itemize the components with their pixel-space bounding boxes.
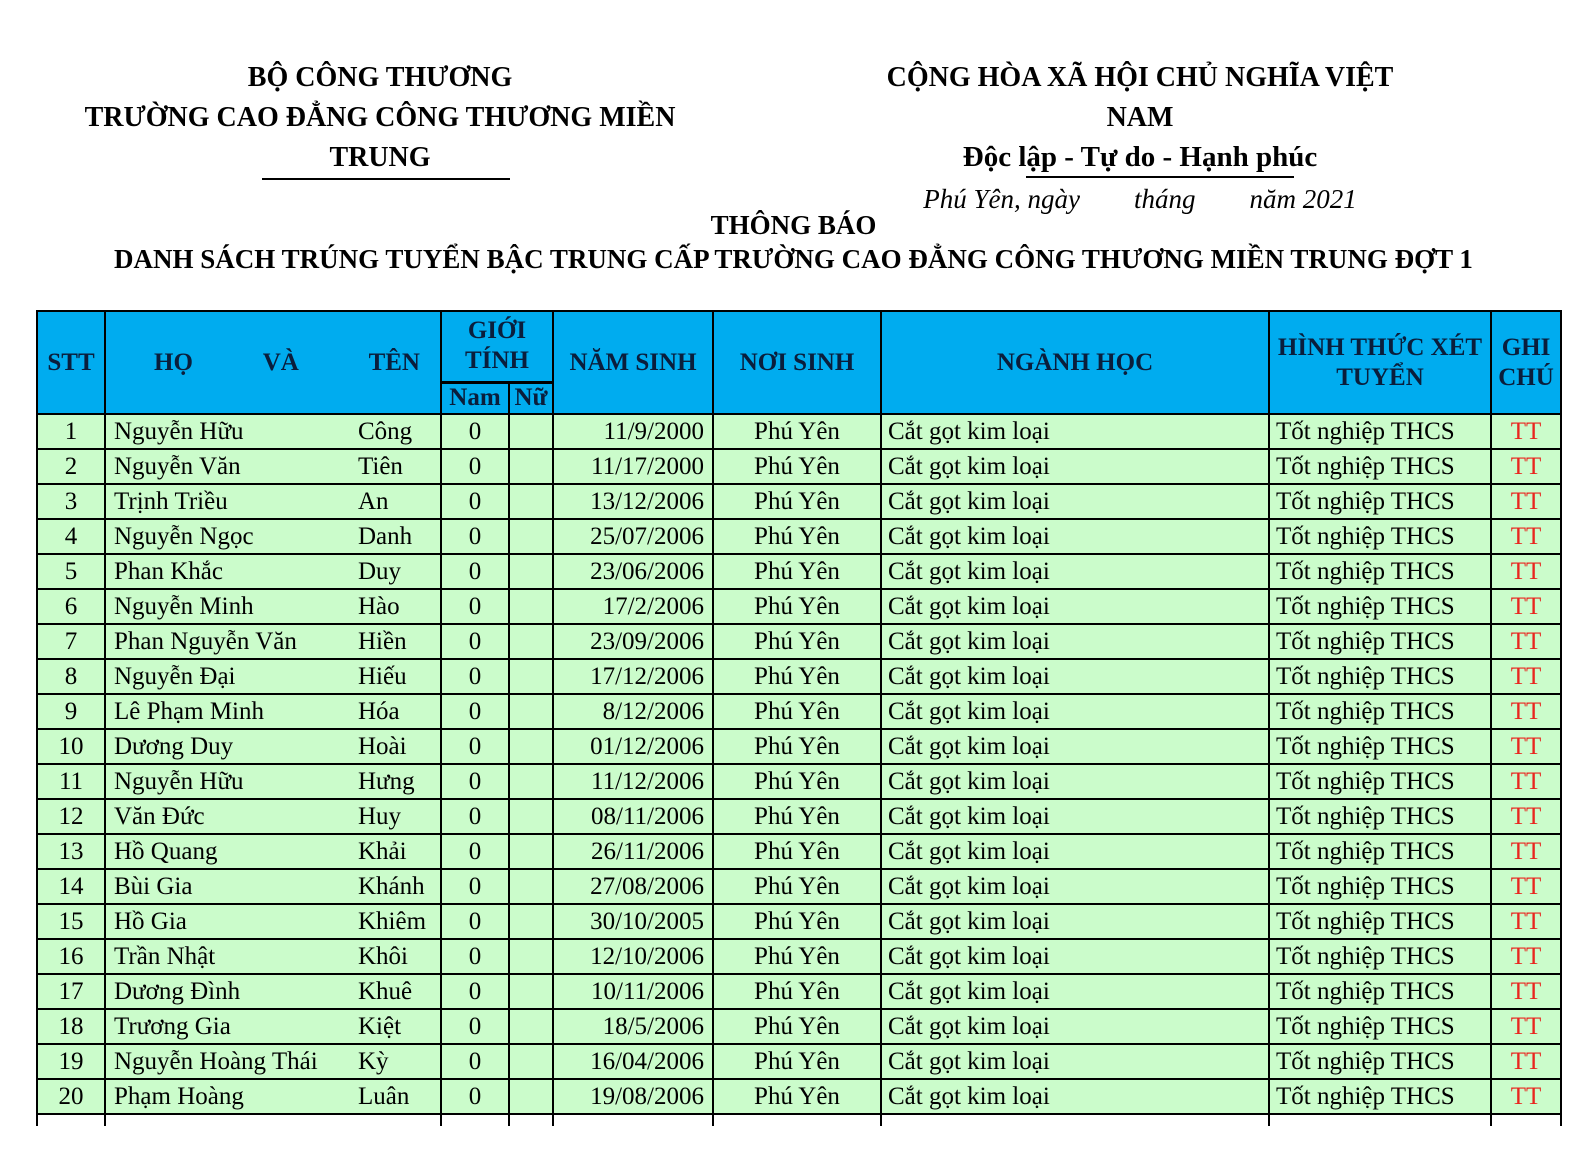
cell-noi-sinh: Phú Yên: [713, 414, 881, 449]
cell-nam-sinh: 13/12/2006: [553, 484, 713, 519]
cell-ho: Nguyễn Hữu: [114, 768, 244, 795]
cell-nam: 0: [441, 414, 509, 449]
cell-ho-va-ten: [105, 1044, 441, 1079]
cell-ten: Danh: [358, 523, 413, 550]
cell-ho-va-ten: [105, 1079, 441, 1114]
cell-ho-va-ten: [105, 624, 441, 659]
cell-ten: Công: [358, 418, 413, 445]
cell-stt: 17: [37, 974, 105, 1009]
cell-nu: [509, 589, 553, 624]
cell-nu: [509, 974, 553, 1009]
header-ghi-chu: GHI CHÚ: [1491, 311, 1561, 414]
cell-nam: 0: [441, 1079, 509, 1114]
header-stt: STT: [37, 311, 105, 414]
cutoff-cell: [1269, 1114, 1491, 1126]
cell-nu: [509, 939, 553, 974]
cell-nam-sinh: 18/5/2006: [553, 1009, 713, 1044]
header-ten: TÊN: [368, 348, 420, 376]
list-title: DANH SÁCH TRÚNG TUYỂN BẬC TRUNG CẤP TRƯỜNG CAO ĐẲNG CÔNG THƯƠNG MIỀN TRUNG ĐỢT 1: [114, 244, 1473, 274]
cell-ten: Hóa: [358, 698, 400, 725]
cell-stt: 13: [37, 834, 105, 869]
motto-underline: [1026, 176, 1294, 178]
cell-ten: Khánh: [358, 873, 425, 900]
cell-noi-sinh: Phú Yên: [713, 799, 881, 834]
cell-ho: Nguyễn Văn: [114, 453, 241, 480]
cell-nam-sinh: 25/07/2006: [553, 519, 713, 554]
cell-ghi-chu: TT: [1491, 624, 1561, 659]
header-va: VÀ: [262, 348, 299, 376]
school-name: TRƯỜNG CAO ĐẲNG CÔNG THƯƠNG MIỀN TRUNG: [84, 102, 676, 173]
cell-nganh-hoc: Cắt gọt kim loại: [881, 764, 1269, 799]
cell-ten: Kỳ: [358, 1048, 389, 1075]
cell-nam: 0: [441, 589, 509, 624]
cell-nam: 0: [441, 449, 509, 484]
cell-hinh-thuc: Tốt nghiệp THCS: [1269, 1079, 1491, 1114]
table-cutoff-body: [37, 1114, 1561, 1126]
national-header-block: [850, 58, 1430, 217]
cell-ghi-chu: TT: [1491, 1044, 1561, 1079]
cell-hinh-thuc: Tốt nghiệp THCS: [1269, 624, 1491, 659]
cell-hinh-thuc: Tốt nghiệp THCS: [1269, 799, 1491, 834]
cell-nganh-hoc: Cắt gọt kim loại: [881, 659, 1269, 694]
cell-nu: [509, 449, 553, 484]
cell-ho: Văn Đức: [114, 803, 205, 830]
cell-ho: Phan Nguyễn Văn: [114, 628, 297, 655]
cell-nam: 0: [441, 939, 509, 974]
table-row: [37, 1044, 1561, 1079]
cell-ten: Hào: [358, 593, 400, 620]
cell-nganh-hoc: Cắt gọt kim loại: [881, 1009, 1269, 1044]
cell-nam: 0: [441, 554, 509, 589]
cell-nam-sinh: 26/11/2006: [553, 834, 713, 869]
cell-nganh-hoc: Cắt gọt kim loại: [881, 904, 1269, 939]
cell-ho-va-ten: [105, 589, 441, 624]
cell-noi-sinh: Phú Yên: [713, 1044, 881, 1079]
cell-nu: [509, 519, 553, 554]
cell-ho-va-ten: [105, 939, 441, 974]
cell-hinh-thuc: Tốt nghiệp THCS: [1269, 974, 1491, 1009]
table-header: [37, 311, 1561, 414]
cell-nam: 0: [441, 1044, 509, 1079]
cell-ten: Kiệt: [358, 1013, 402, 1040]
cell-ten: Huy: [358, 803, 402, 830]
table-row: [37, 1009, 1561, 1044]
cell-nam-sinh: 08/11/2006: [553, 799, 713, 834]
cell-ghi-chu: TT: [1491, 694, 1561, 729]
cell-nam: 0: [441, 834, 509, 869]
cell-ten: Luân: [358, 1083, 410, 1110]
cell-hinh-thuc: Tốt nghiệp THCS: [1269, 869, 1491, 904]
table-header-row-1: [37, 311, 1561, 382]
cell-nu: [509, 729, 553, 764]
cell-ghi-chu: TT: [1491, 869, 1561, 904]
cell-ho-va-ten: [105, 974, 441, 1009]
header-ho-va-ten: [105, 311, 441, 414]
cell-hinh-thuc: Tốt nghiệp THCS: [1269, 519, 1491, 554]
cell-hinh-thuc: Tốt nghiệp THCS: [1269, 414, 1491, 449]
cell-ho: Trương Gia: [114, 1013, 231, 1040]
cell-ten: Duy: [358, 558, 402, 585]
cell-stt: 10: [37, 729, 105, 764]
cell-stt: 2: [37, 449, 105, 484]
cell-ho-va-ten: [105, 484, 441, 519]
cell-noi-sinh: Phú Yên: [713, 624, 881, 659]
cell-ten: Hiền: [358, 628, 407, 655]
cell-nam-sinh: 23/06/2006: [553, 554, 713, 589]
cell-ho-va-ten: [105, 799, 441, 834]
cell-nam-sinh: 19/08/2006: [553, 1079, 713, 1114]
cell-nu: [509, 799, 553, 834]
cell-ho: Trịnh Triều: [114, 488, 228, 515]
cell-nganh-hoc: Cắt gọt kim loại: [881, 939, 1269, 974]
cell-ho: Dương Đình: [114, 978, 241, 1005]
cell-nam-sinh: 27/08/2006: [553, 869, 713, 904]
cell-nganh-hoc: Cắt gọt kim loại: [881, 449, 1269, 484]
cell-ghi-chu: TT: [1491, 659, 1561, 694]
cutoff-row: [37, 1114, 1561, 1126]
org-underline: [262, 178, 510, 180]
cell-nganh-hoc: Cắt gọt kim loại: [881, 869, 1269, 904]
cell-noi-sinh: Phú Yên: [713, 764, 881, 799]
cell-noi-sinh: Phú Yên: [713, 554, 881, 589]
cell-ghi-chu: TT: [1491, 1009, 1561, 1044]
cell-nam-sinh: 16/04/2006: [553, 1044, 713, 1079]
cell-hinh-thuc: Tốt nghiệp THCS: [1269, 694, 1491, 729]
cell-nganh-hoc: Cắt gọt kim loại: [881, 519, 1269, 554]
cell-noi-sinh: Phú Yên: [713, 834, 881, 869]
cell-ho-va-ten: [105, 729, 441, 764]
table-row: [37, 764, 1561, 799]
cell-stt: 15: [37, 904, 105, 939]
cell-nam: 0: [441, 1009, 509, 1044]
cell-hinh-thuc: Tốt nghiệp THCS: [1269, 1009, 1491, 1044]
national-motto-line1: CỘNG HÒA XÃ HỘI CHỦ NGHĨA VIỆT NAM: [886, 62, 1394, 133]
cell-ten: Khôi: [358, 943, 408, 970]
cell-ho: Dương Duy: [114, 733, 234, 760]
cell-nam: 0: [441, 904, 509, 939]
cell-stt: 14: [37, 869, 105, 904]
cell-stt: 8: [37, 659, 105, 694]
cell-nu: [509, 694, 553, 729]
national-motto-line2: Độc lập - Tự do - Hạnh phúc: [962, 141, 1318, 173]
cell-hinh-thuc: Tốt nghiệp THCS: [1269, 764, 1491, 799]
cell-noi-sinh: Phú Yên: [713, 904, 881, 939]
cell-nu: [509, 904, 553, 939]
cell-ho-va-ten: [105, 904, 441, 939]
cell-ten: Hiếu: [358, 663, 407, 690]
cell-nganh-hoc: Cắt gọt kim loại: [881, 729, 1269, 764]
cell-nam: 0: [441, 764, 509, 799]
cell-ho-va-ten: [105, 414, 441, 449]
table-row: [37, 519, 1561, 554]
cell-nu: [509, 554, 553, 589]
cell-nam-sinh: 30/10/2005: [553, 904, 713, 939]
cell-nganh-hoc: Cắt gọt kim loại: [881, 834, 1269, 869]
cutoff-cell: [37, 1114, 105, 1126]
cell-ho: Nguyễn Đại: [114, 663, 236, 690]
cell-noi-sinh: Phú Yên: [713, 519, 881, 554]
cell-ghi-chu: TT: [1491, 939, 1561, 974]
cell-nam: 0: [441, 729, 509, 764]
cell-noi-sinh: Phú Yên: [713, 659, 881, 694]
cell-ghi-chu: TT: [1491, 974, 1561, 1009]
cell-nganh-hoc: Cắt gọt kim loại: [881, 974, 1269, 1009]
cell-nu: [509, 834, 553, 869]
cell-stt: 4: [37, 519, 105, 554]
cell-ten: Khiêm: [358, 908, 427, 935]
cell-ho-va-ten: [105, 764, 441, 799]
table-row: [37, 834, 1561, 869]
cell-ho-va-ten: [105, 554, 441, 589]
cell-stt: 7: [37, 624, 105, 659]
cell-ghi-chu: TT: [1491, 484, 1561, 519]
table-row: [37, 799, 1561, 834]
cutoff-cell: [1491, 1114, 1561, 1126]
cell-ghi-chu: TT: [1491, 729, 1561, 764]
cell-nu: [509, 869, 553, 904]
header-ho: HỌ: [154, 348, 193, 376]
cell-ten: An: [358, 488, 389, 515]
cell-hinh-thuc: Tốt nghiệp THCS: [1269, 729, 1491, 764]
cell-hinh-thuc: Tốt nghiệp THCS: [1269, 834, 1491, 869]
cell-hinh-thuc: Tốt nghiệp THCS: [1269, 449, 1491, 484]
cell-nam-sinh: 8/12/2006: [553, 694, 713, 729]
table-row: [37, 449, 1561, 484]
table-row: [37, 1079, 1561, 1114]
header-nu: Nữ: [509, 382, 553, 414]
cell-stt: 11: [37, 764, 105, 799]
cell-stt: 16: [37, 939, 105, 974]
place-date-part1: Phú Yên, ngày: [923, 184, 1080, 214]
cell-nam-sinh: 23/09/2006: [553, 624, 713, 659]
cutoff-cell: [509, 1114, 553, 1126]
cell-nam-sinh: 11/17/2000: [553, 449, 713, 484]
cell-hinh-thuc: Tốt nghiệp THCS: [1269, 554, 1491, 589]
header-nganh-hoc: NGÀNH HỌC: [881, 311, 1269, 414]
cell-ten: Hưng: [358, 768, 415, 795]
cell-nganh-hoc: Cắt gọt kim loại: [881, 694, 1269, 729]
cell-stt: 20: [37, 1079, 105, 1114]
cell-nam: 0: [441, 659, 509, 694]
cell-nu: [509, 1009, 553, 1044]
cell-noi-sinh: Phú Yên: [713, 729, 881, 764]
cell-stt: 9: [37, 694, 105, 729]
cell-stt: 6: [37, 589, 105, 624]
table-row: [37, 554, 1561, 589]
cutoff-cell: [713, 1114, 881, 1126]
cell-noi-sinh: Phú Yên: [713, 589, 881, 624]
table-row: [37, 694, 1561, 729]
cell-hinh-thuc: Tốt nghiệp THCS: [1269, 1044, 1491, 1079]
place-date-part3: năm 2021: [1249, 184, 1357, 214]
cell-ghi-chu: TT: [1491, 589, 1561, 624]
cell-ten: Tiên: [358, 453, 403, 480]
cell-ghi-chu: TT: [1491, 764, 1561, 799]
cell-ten: Hoài: [358, 733, 407, 760]
header-noi-sinh: NƠI SINH: [713, 311, 881, 414]
cell-nganh-hoc: Cắt gọt kim loại: [881, 414, 1269, 449]
cell-nganh-hoc: Cắt gọt kim loại: [881, 554, 1269, 589]
cell-nganh-hoc: Cắt gọt kim loại: [881, 1044, 1269, 1079]
table-row: [37, 659, 1561, 694]
cell-ho-va-ten: [105, 449, 441, 484]
cell-nam: 0: [441, 694, 509, 729]
cell-nu: [509, 659, 553, 694]
cell-hinh-thuc: Tốt nghiệp THCS: [1269, 589, 1491, 624]
cell-nganh-hoc: Cắt gọt kim loại: [881, 799, 1269, 834]
place-date-part2: tháng: [1133, 184, 1196, 214]
header-hinh-thuc-xet-tuyen: HÌNH THỨC XÉT TUYỂN: [1269, 311, 1491, 414]
table-row: [37, 484, 1561, 519]
cell-ghi-chu: TT: [1491, 554, 1561, 589]
cell-hinh-thuc: Tốt nghiệp THCS: [1269, 659, 1491, 694]
cell-ho: Trần Nhật: [114, 943, 216, 970]
cell-nam-sinh: 11/9/2000: [553, 414, 713, 449]
cell-nam: 0: [441, 974, 509, 1009]
header-nam-sinh: NĂM SINH: [553, 311, 713, 414]
cell-noi-sinh: Phú Yên: [713, 1009, 881, 1044]
ministry-name: BỘ CÔNG THƯƠNG: [247, 62, 513, 93]
cell-nam-sinh: 11/12/2006: [553, 764, 713, 799]
cell-nganh-hoc: Cắt gọt kim loại: [881, 1079, 1269, 1114]
cell-ghi-chu: TT: [1491, 799, 1561, 834]
cell-nu: [509, 1079, 553, 1114]
cutoff-cell: [553, 1114, 713, 1126]
cell-noi-sinh: Phú Yên: [713, 869, 881, 904]
cell-ho: Nguyễn Minh: [114, 593, 254, 620]
cell-ho: Bùi Gia: [114, 873, 193, 900]
table-row: [37, 624, 1561, 659]
cell-nu: [509, 764, 553, 799]
table-row: [37, 589, 1561, 624]
table-row: [37, 939, 1561, 974]
cell-ghi-chu: TT: [1491, 449, 1561, 484]
cell-ho: Hồ Gia: [114, 908, 187, 935]
cell-nam-sinh: 10/11/2006: [553, 974, 713, 1009]
cell-nu: [509, 484, 553, 519]
cutoff-cell: [441, 1114, 509, 1126]
announcement-heading: THÔNG BÁO: [710, 210, 877, 240]
cell-nam-sinh: 17/12/2006: [553, 659, 713, 694]
cell-nam-sinh: 01/12/2006: [553, 729, 713, 764]
cell-ho: Lê Phạm Minh: [114, 698, 264, 725]
table-body: [37, 414, 1561, 1114]
cell-stt: 18: [37, 1009, 105, 1044]
cell-ho: Phạm Hoàng: [114, 1083, 244, 1110]
cell-stt: 19: [37, 1044, 105, 1079]
cell-hinh-thuc: Tốt nghiệp THCS: [1269, 939, 1491, 974]
cutoff-cell: [881, 1114, 1269, 1126]
cell-ho-va-ten: [105, 834, 441, 869]
table-row: [37, 904, 1561, 939]
cell-noi-sinh: Phú Yên: [713, 484, 881, 519]
cell-hinh-thuc: Tốt nghiệp THCS: [1269, 484, 1491, 519]
cell-ho-va-ten: [105, 519, 441, 554]
admission-table: [36, 310, 1562, 1126]
cell-ho-va-ten: [105, 869, 441, 904]
cell-nam: 0: [441, 799, 509, 834]
header-gioi-tinh: GIỚI TÍNH: [441, 311, 553, 382]
cell-ho-va-ten: [105, 694, 441, 729]
cell-stt: 3: [37, 484, 105, 519]
cell-ghi-chu: TT: [1491, 414, 1561, 449]
cell-noi-sinh: Phú Yên: [713, 974, 881, 1009]
cell-ho: Nguyễn Hoàng Thái: [114, 1048, 318, 1075]
cell-nu: [509, 1044, 553, 1079]
cutoff-cell: [105, 1114, 441, 1126]
cell-ghi-chu: TT: [1491, 834, 1561, 869]
cell-hinh-thuc: Tốt nghiệp THCS: [1269, 904, 1491, 939]
cell-ghi-chu: TT: [1491, 519, 1561, 554]
cell-ho: Hồ Quang: [114, 838, 218, 865]
cell-noi-sinh: Phú Yên: [713, 694, 881, 729]
header-nam: Nam: [441, 382, 509, 414]
cell-noi-sinh: Phú Yên: [713, 939, 881, 974]
cell-nam-sinh: 12/10/2006: [553, 939, 713, 974]
cell-ghi-chu: TT: [1491, 1079, 1561, 1114]
cell-nam: 0: [441, 519, 509, 554]
table-row: [37, 729, 1561, 764]
cell-ho: Nguyễn Hữu: [114, 418, 244, 445]
table-row: [37, 974, 1561, 1009]
cell-nam: 0: [441, 869, 509, 904]
cell-ho-va-ten: [105, 659, 441, 694]
document-title-block: [0, 208, 1587, 276]
cell-nu: [509, 624, 553, 659]
cell-nam: 0: [441, 624, 509, 659]
cell-nganh-hoc: Cắt gọt kim loại: [881, 589, 1269, 624]
cell-ho: Nguyễn Ngọc: [114, 523, 254, 550]
cell-ho-va-ten: [105, 1009, 441, 1044]
cell-nam-sinh: 17/2/2006: [553, 589, 713, 624]
cell-ghi-chu: TT: [1491, 904, 1561, 939]
cell-stt: 12: [37, 799, 105, 834]
cell-ten: Khải: [358, 838, 407, 865]
cell-ho: Phan Khắc: [114, 558, 223, 585]
cell-noi-sinh: Phú Yên: [713, 449, 881, 484]
cell-ten: Khuê: [358, 978, 413, 1005]
org-header-block: [40, 58, 720, 180]
cell-stt: 5: [37, 554, 105, 589]
cell-nu: [509, 414, 553, 449]
cell-nganh-hoc: Cắt gọt kim loại: [881, 624, 1269, 659]
table-row: [37, 414, 1561, 449]
cell-noi-sinh: Phú Yên: [713, 1079, 881, 1114]
cell-nam: 0: [441, 484, 509, 519]
cell-nganh-hoc: Cắt gọt kim loại: [881, 484, 1269, 519]
table-row: [37, 869, 1561, 904]
cell-stt: 1: [37, 414, 105, 449]
